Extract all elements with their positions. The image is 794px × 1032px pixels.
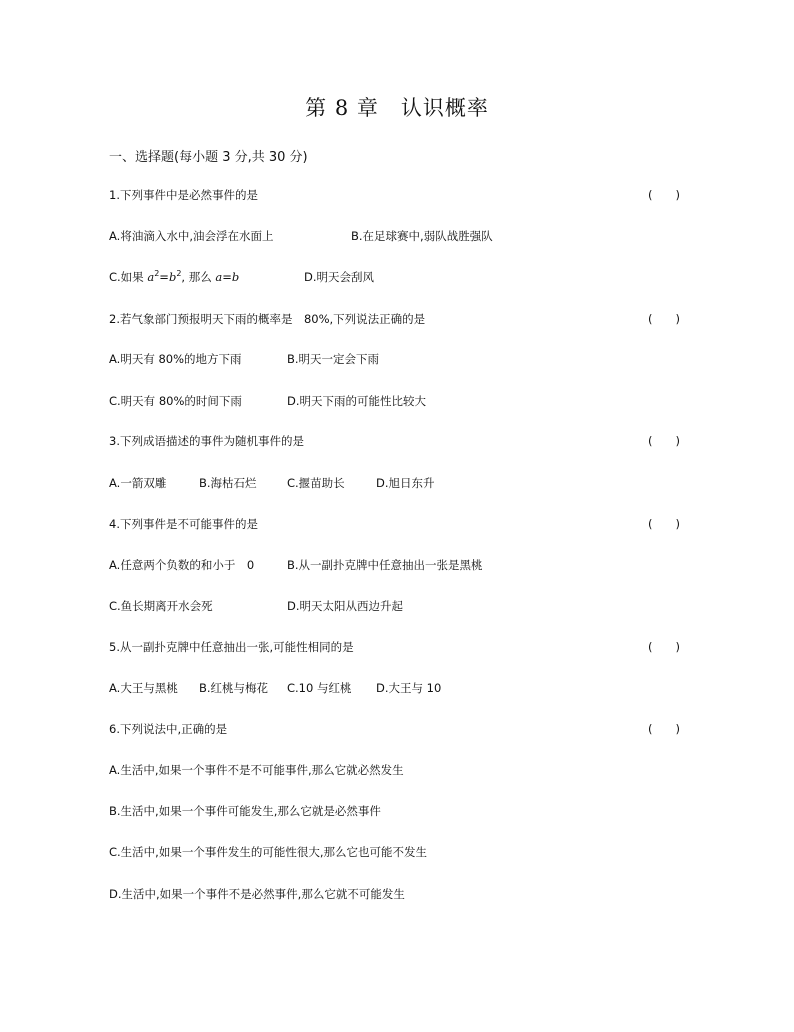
- option-3c: C.揠苗助长: [287, 476, 345, 490]
- option-5c: C.10 与红桃: [287, 681, 352, 695]
- option-1d: D.明天会刮风: [304, 270, 375, 284]
- answer-bracket-3: ( ): [648, 434, 680, 448]
- question-stem-1: 1.下列事件中是必然事件的是: [109, 188, 258, 202]
- question-stem-5: 5.从一副扑克牌中任意抽出一张,可能性相同的是: [109, 640, 354, 654]
- math-exp-b: 2: [176, 269, 182, 278]
- option-2c: C.明天有 80%的时间下雨: [109, 394, 242, 408]
- math-exp-a: 2: [154, 269, 160, 278]
- option-6c: C.生活中,如果一个事件发生的可能性很大,那么它也可能不发生: [109, 845, 427, 859]
- option-5b: B.红桃与梅花: [199, 681, 269, 695]
- answer-bracket-1: ( ): [648, 188, 680, 202]
- answer-bracket-5: ( ): [648, 640, 680, 654]
- question-stem-2: 2.若气象部门预报明天下雨的概率是 80%,下列说法正确的是: [109, 312, 426, 326]
- option-4b: B.从一副扑克牌中任意抽出一张是黑桃: [287, 558, 483, 572]
- option-1a: A.将油滴入水中,油会浮在水面上: [109, 229, 274, 243]
- math-var-a2: a: [215, 270, 223, 284]
- math-equals: =: [159, 270, 169, 284]
- option-2b: B.明天一定会下雨: [287, 352, 380, 366]
- answer-bracket-2: ( ): [648, 312, 680, 326]
- option-4d: D.明天太阳从西边升起: [287, 599, 404, 613]
- option-1c: [109, 269, 239, 285]
- option-2a: A.明天有 80%的地方下雨: [109, 352, 242, 366]
- math-var-b: b: [168, 270, 177, 284]
- answer-bracket-6: ( ): [648, 722, 680, 736]
- section-heading: 一、选择题(每小题 3 分,共 30 分): [109, 150, 308, 165]
- option-3d: D.旭日东升: [376, 476, 435, 490]
- question-stem-6: 6.下列说法中,正确的是: [109, 722, 228, 736]
- answer-bracket-4: ( ): [648, 517, 680, 531]
- option-4c: C.鱼长期离开水会死: [109, 599, 213, 613]
- option-3a: A.一箭双雕: [109, 476, 167, 490]
- page-title: 第 8 章 认识概率: [305, 96, 489, 120]
- math-var-b2: b: [231, 270, 240, 284]
- option-6b: B.生活中,如果一个事件可能发生,那么它就是必然事件: [109, 804, 381, 818]
- option-4a: A.任意两个负数的和小于 0: [109, 558, 255, 572]
- option-6a: A.生活中,如果一个事件不是不可能事件,那么它就必然发生: [109, 763, 404, 777]
- question-stem-3: 3.下列成语描述的事件为随机事件的是: [109, 434, 304, 448]
- option-6d: D.生活中,如果一个事件不是必然事件,那么它就不可能发生: [109, 887, 405, 901]
- option-1b: B.在足球赛中,弱队战胜强队: [351, 229, 493, 243]
- math-var-a: a: [147, 270, 155, 284]
- option-1c-prefix: C.如果: [109, 270, 148, 284]
- math-equals-2: =: [222, 270, 232, 284]
- option-5a: A.大王与黑桃: [109, 681, 178, 695]
- option-2d: D.明天下雨的可能性比较大: [287, 394, 427, 408]
- option-3b: B.海枯石烂: [199, 476, 257, 490]
- option-1c-mid: , 那么: [181, 270, 216, 284]
- question-stem-4: 4.下列事件是不可能事件的是: [109, 517, 258, 531]
- option-5d: D.大王与 10: [376, 681, 442, 695]
